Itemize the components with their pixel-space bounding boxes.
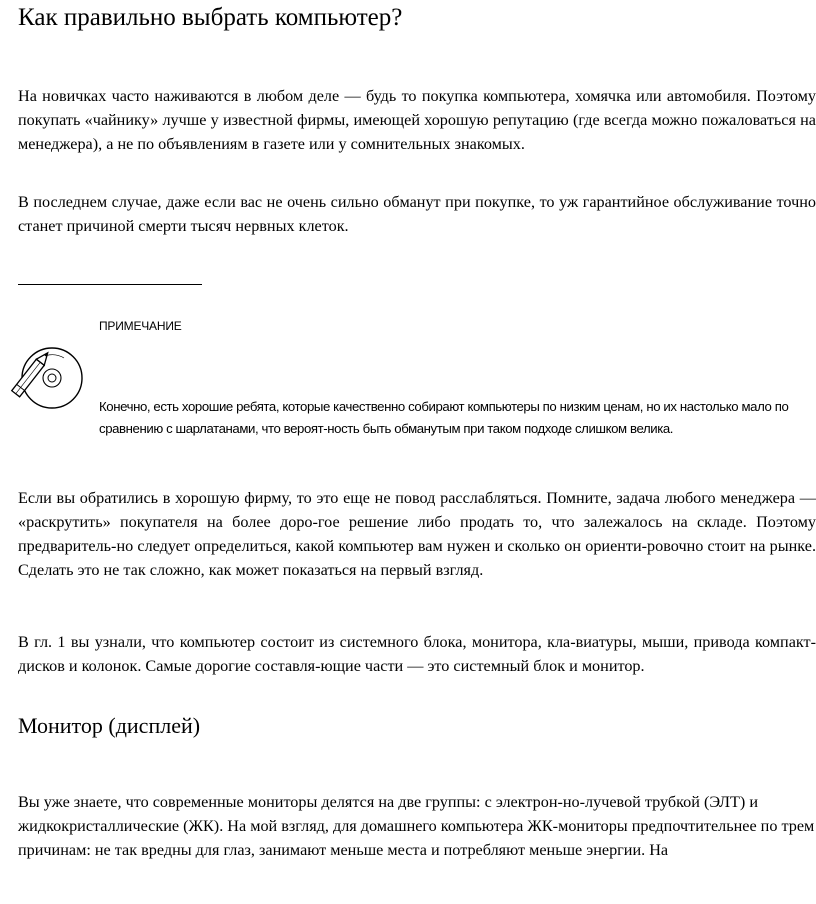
- paragraph-chapter-one: В гл. 1 вы узнали, что компьютер состоит из системного блока, монитора, кла-виатуры, мыши, привода компакт-дисков и колонок. Самые дорогие составля-ющие части — это системный блок и монитор.: [18, 633, 816, 675]
- note-label: ПРИМЕЧАНИЕ: [99, 319, 182, 333]
- divider-line: [18, 284, 202, 285]
- paragraph-intro: На новичках часто наживаются в любом деле — будь то покупка компьютера, хомячка или автомобиля. Поэтому покупать «чайнику» лучше у известной фирмы, имеющей хорошую репутацию (где всегда можно пожаловаться на менеджера), а не по объявлениям в газете или у сомнительных знакомых.: [18, 87, 816, 153]
- paragraph-last-case: В последнем случае, даже если вас не очень сильно обманут при покупке, то уж гарантийное обслуживание точно станет причиной смерти тысяч нервных клеток.: [18, 193, 816, 235]
- section-heading-monitor: Монитор (дисплей): [18, 713, 201, 738]
- page-title: Как правильно выбрать компьютер?: [18, 4, 403, 31]
- note-text: Конечно, есть хорошие ребята, которые качественно собирают компьютеры по низким ценам, но их настолько мало по сравнению с шарлатанами, что вероят-ность быть обманутым при таком подходе слишком велика.: [99, 399, 789, 436]
- paragraph-good-firm: Если вы обратились в хорошую фирму, то это еще не повод расслабляться. Помните, задача любого менеджера — «раскрутить» покупателя на более доро-гое решение либо продать то, что залежалось на складе. Поэтому предваритель-но следует определиться, какой компьютер вам нужен и сколько он ориенти-ровочно стоит на рынке. Сделать это не так сложно, как может показаться на первый взгляд.: [18, 489, 816, 579]
- pencil-disc-icon: [6, 340, 88, 412]
- paragraph-monitors: Вы уже знаете, что современные мониторы делятся на две группы: с электрон-но-лучевой трубкой (ЭЛТ) и жидкокристаллические (ЖК). На мой взгляд, для домашнего компьютера ЖК-мониторы предпочтительнее по трем причинам: не так вредны для глаз, занимают меньше места и потребляют меньше энергии. На: [18, 793, 815, 859]
